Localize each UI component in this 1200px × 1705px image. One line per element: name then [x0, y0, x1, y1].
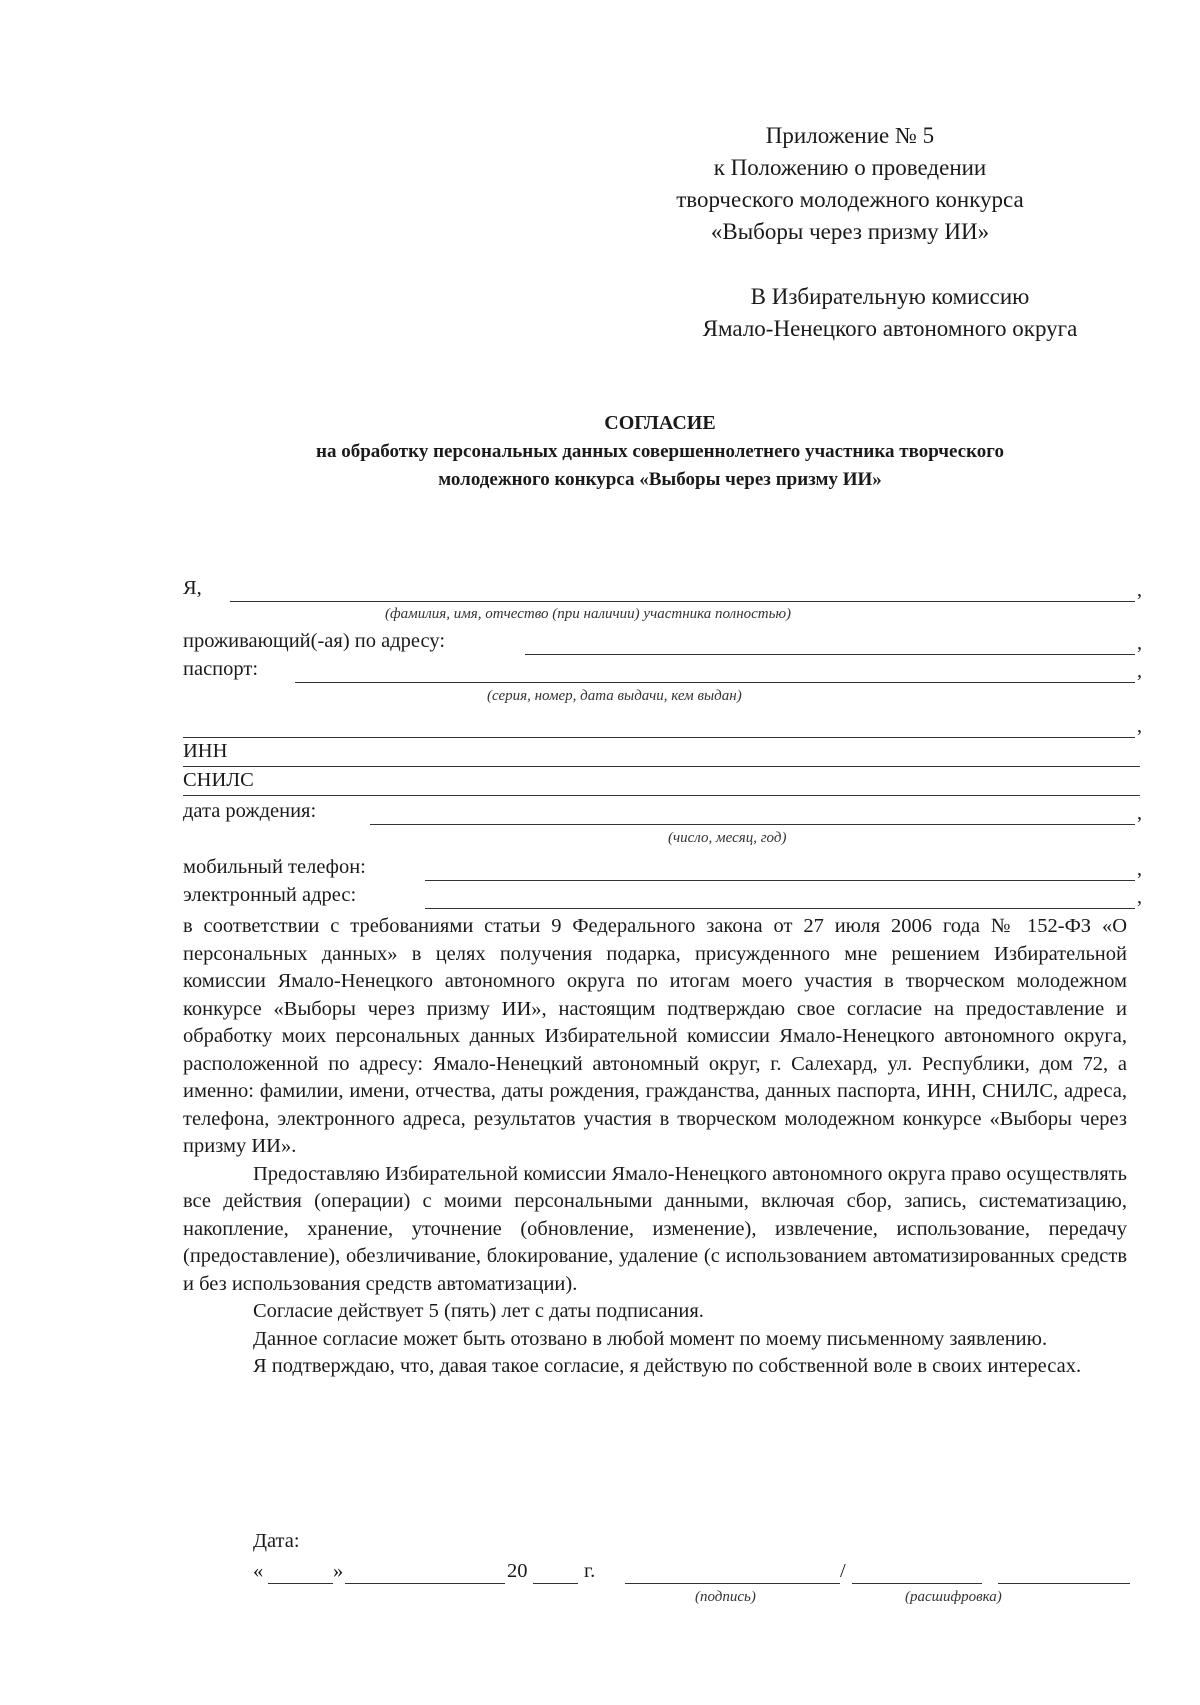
appendix-line: «Выборы через призму ИИ» — [710, 219, 990, 244]
appendix-line: Приложение № 5 — [765, 123, 935, 148]
passport-continuation-line[interactable] — [183, 737, 1135, 738]
comma: , — [1137, 660, 1142, 682]
appendix-line: творческого молодежного конкурса — [676, 187, 1024, 212]
birth-field-line[interactable] — [370, 824, 1135, 825]
addressee-line: В Избирательную комиссию — [750, 284, 1030, 309]
document-subtitle — [195, 438, 1125, 494]
i-label: Я, — [183, 577, 202, 599]
passport-hint: (серия, номер, дата выдачи, кем выдан) — [487, 688, 742, 704]
subtitle-line: на обработку персональных данных совершеннолетнего участника творческого — [316, 441, 1004, 462]
slash: / — [840, 1560, 846, 1582]
email-label: электронный адрес: — [183, 884, 357, 906]
snils-field-line[interactable] — [183, 795, 1140, 796]
signature-hint: (подпись) — [695, 1589, 756, 1605]
year-prefix: 20 — [507, 1560, 528, 1582]
name-hint: (фамилия, имя, отчество (при наличии) участника полностью) — [385, 606, 792, 622]
comma: , — [1137, 632, 1142, 654]
body-paragraph: Данное согласие может быть отозвано в любой момент по моему письменному заявлению. — [253, 1327, 1048, 1350]
address-label: проживающий(-ая) по адресу: — [183, 630, 446, 652]
body-paragraph: Предоставляю Избирательной комиссии Ямало-Ненецкого автономного округа право осуществлять все действия (операции) с моими персональными данными, включая сбор, запись, систематизацию, накопление, хранение, уточнение (обновление, изменение), извлечение, использование, передачу (предоставление), обезличивание, блокирование, удаление (с использованием автоматизированных средств и без использования средств автоматизации). — [183, 1162, 1127, 1295]
body-paragraph: Я подтверждаю, что, давая такое согласие, я действую по собственной воле в своих интересах. — [253, 1355, 1082, 1377]
day-field-line[interactable] — [268, 1583, 333, 1584]
appendix-header — [640, 120, 1060, 248]
addressee-block — [640, 281, 1140, 345]
body-paragraph: Согласие действует 5 (пять) лет с даты подписания. — [253, 1300, 704, 1322]
passport-field-line[interactable] — [295, 682, 1135, 683]
body-paragraph: в соответствии с требованиями статьи 9 Федерального закона от 27 июля 2006 года № 152-ФЗ «О персональных данных» в целях получения подарка, присужденного мне решением Избирательной комиссии Ямало-Ненецкого автономного округа по итогам моего участия в творческом молодежном конкурсе «Выборы через призму ИИ», настоящим подтверждаю свое согласие на предоставление и обработку моих персональных данных Избирательной комиссии Ямало-Ненецкого автономного округа, расположенной по адресу: Ямало-Ненецкий автономный округ, г. Салехард, ул. Республики, дом 72, а именно: фамилии, имени, отчества, даты рождения, гражданства, данных паспорта, ИНН, СНИЛС, адреса, телефона, электронного адреса, результатов участия в творческом молодежном конкурсе «Выборы через призму ИИ». — [183, 915, 1127, 1157]
phone-label: мобильный телефон: — [183, 856, 366, 878]
consent-body — [183, 913, 1127, 1381]
comma: , — [1137, 715, 1142, 737]
year-suffix: г. — [584, 1560, 596, 1582]
address-field-line[interactable] — [525, 654, 1135, 655]
signature-field-line[interactable] — [625, 1583, 840, 1584]
comma: , — [1137, 886, 1142, 908]
passport-label: паспорт: — [183, 658, 259, 680]
comma: , — [1137, 858, 1142, 880]
document-title: СОГЛАСИЕ — [604, 412, 716, 434]
date-label: Дата: — [253, 1530, 300, 1552]
inn-field-line[interactable] — [183, 766, 1140, 767]
snils-label: СНИЛС — [183, 769, 254, 791]
birth-label: дата рождения: — [183, 800, 317, 822]
quote-close: » — [333, 1560, 344, 1582]
inn-label: ИНН — [183, 740, 228, 762]
decode-hint: (расшифровка) — [905, 1589, 1002, 1605]
addressee-line: Ямало-Ненецкого автономного округа — [702, 316, 1078, 341]
comma: , — [1137, 802, 1142, 824]
phone-field-line[interactable] — [425, 880, 1135, 881]
year-field-line[interactable] — [533, 1583, 578, 1584]
month-field-line[interactable] — [345, 1583, 505, 1584]
comma: , — [1137, 579, 1142, 601]
quote-open: « — [253, 1560, 264, 1582]
birth-hint: (число, месяц, год) — [668, 830, 787, 846]
subtitle-line: молодежного конкурса «Выборы через призму ИИ» — [438, 469, 882, 490]
appendix-line: к Положению о проведении — [713, 155, 987, 180]
name-field-line[interactable] — [230, 601, 1135, 602]
decode-field-line-1[interactable] — [852, 1583, 982, 1584]
decode-field-line-2[interactable] — [998, 1583, 1130, 1584]
email-field-line[interactable] — [425, 908, 1135, 909]
